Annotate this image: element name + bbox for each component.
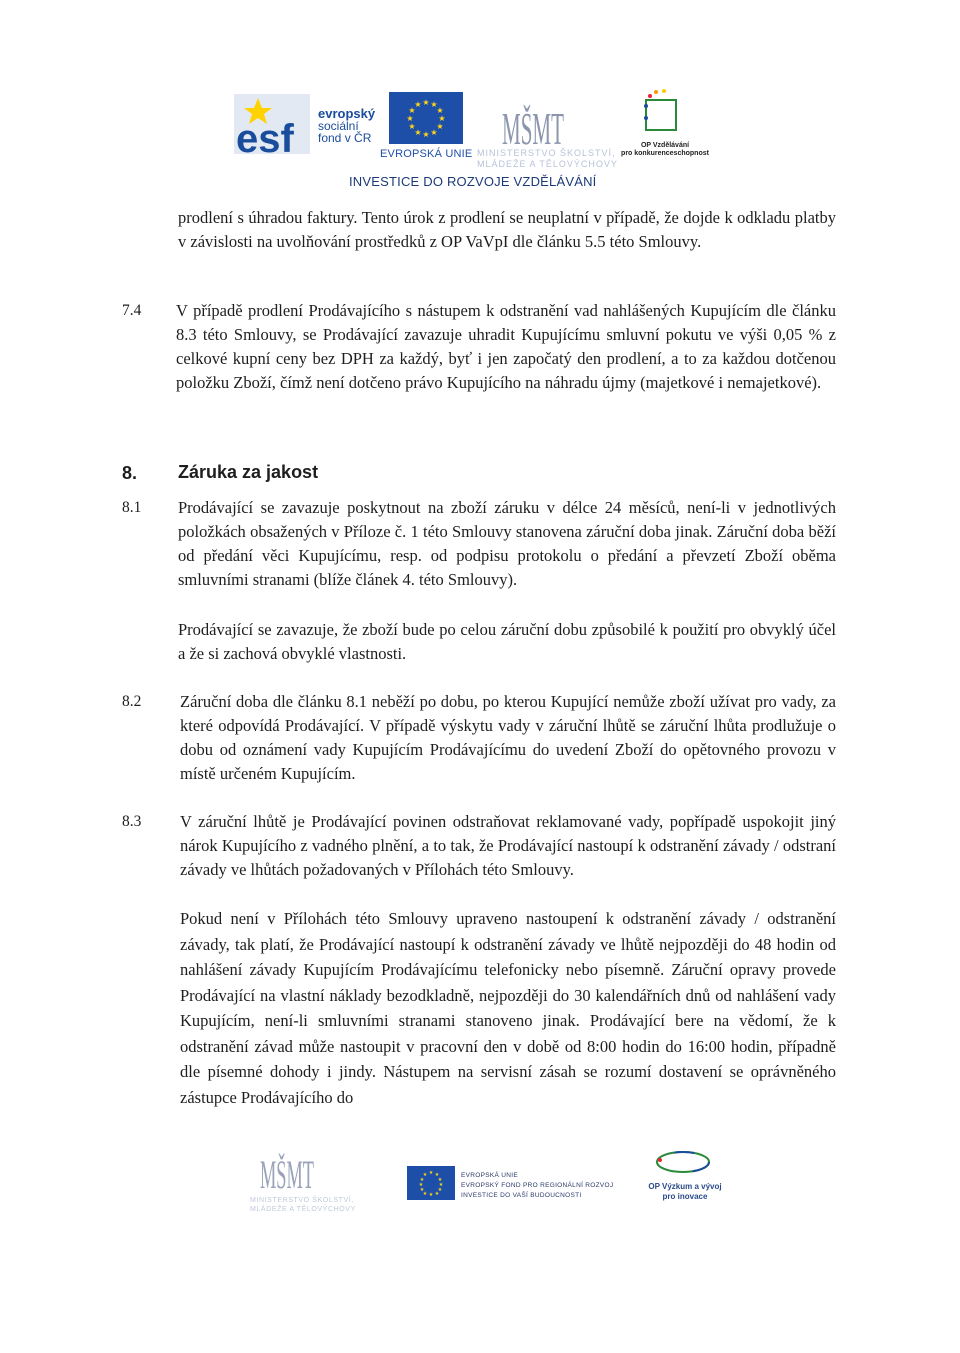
footer-msmt-logo (258, 1140, 316, 1195)
op-line-1: OP Vzdělávání (640, 142, 690, 149)
esf-caption (318, 108, 375, 144)
footer-op-line-1: OP Výzkum a vývoj (648, 1182, 722, 1191)
svg-text:★: ★ (437, 1177, 443, 1183)
svg-text:★: ★ (408, 122, 416, 131)
svg-text:★: ★ (418, 1182, 424, 1188)
paragraph-continuation: prodlení s úhradou faktury. Tento úrok z prodlení se neuplatní v případě, že dojde k odkladu platby v závislosti na uvolňování prostředků z OP VaVpI dle článku 5.5 této Smlouvy. (178, 208, 836, 251)
eu-flag-icon (389, 92, 463, 144)
footer-op-research-caption (640, 1182, 730, 1202)
msmt-letters: MŠMT (502, 103, 564, 150)
footer-eu-caption (461, 1171, 613, 1201)
paragraph-8-2: Záruční doba dle článku 8.1 neběží po dobu, po kterou Kupující nemůže zboží užívat pro vady, za které odpovídá Prodávající. V případě výskytu vady v záruční lhůtě se záruční lhůta prodlužuje o dobu od oznámení vady Kupujícím Prodávajícímu do uvedení Zboží do opětovného provozu v místě určeném Kupujícím. (180, 692, 836, 783)
svg-text:★: ★ (434, 1172, 440, 1178)
svg-text:★: ★ (437, 1187, 443, 1193)
op-education-icon (634, 88, 686, 136)
svg-text:★: ★ (438, 114, 446, 123)
footer-ministry-caption: MINISTERSTVO ŠKOLSTVÍ, MLÁDEŽE A TĚLOVÝCHOVY (250, 1197, 356, 1213)
esf-logo (232, 90, 312, 156)
esf-letters: esf (236, 117, 294, 156)
paragraph-7-4: V případě prodlení Prodávajícího s nástupem k odstranění vad nahlášených Kupujícím dle článku 8.3 této Smlouvy, se Prodávající zavazuje uhradit Kupujícímu smluvní pokutu ve výši 0,05 % z celkové kupní ceny bez DPH za každý, byť i jen započatý den prodlení, a to za každou dotčenou položku Zboží, čímž není dotčeno právo Kupujícího na náhradu újmy (majetkové i nemajetkové). (176, 301, 836, 392)
svg-text:★: ★ (430, 100, 438, 109)
svg-text:★: ★ (436, 106, 444, 115)
esf-line-1: evropský (318, 106, 376, 121)
header-tagline: INVESTICE DO ROZVOJE VZDĚLÁVÁNÍ (349, 174, 597, 189)
footer-op-research-icon (650, 1148, 716, 1176)
op-education-caption (615, 142, 715, 158)
footer-op-line-2: pro inovace (662, 1192, 708, 1201)
section-number-8-3: 8.3 (122, 813, 142, 830)
section-number-7-4: 7.4 (122, 302, 142, 319)
paragraph-8-1-b: Prodávající se zavazuje, že zboží bude po celou záruční dobu způsobilé k použití pro obvyklý účel a že si zachová obvyklé vlastnosti. (178, 620, 836, 663)
paragraph-8-3-b: Pokud není v Přílohách této Smlouvy upraveno nastoupení k odstranění závady / odstranění závady, tak platí, že Prodávající nastoupí k odstranění závady ve lhůtě nejpozději do 48 hodin od nahlášení závady Kupujícím Prodávajícímu telefonicky nebo písemně. Záruční opravy provede Prodávající na vlastní náklady bezodkladně, nejpozději do 30 kalendářních dnů od nahlášení vady Kupujícím, není-li smluvními stranami stanoveno jinak. Prodávající bere na vědomí, že k odstranění závad může nastoupit v pracovní den v době od 8:00 hodin do 16:00 hodin, případně dle písemné dohody i jindy. Nástupem na servisní zásah se rozumí dostavení se oprávněného zástupce Prodávajícího do (180, 909, 836, 1107)
svg-text:★: ★ (428, 1170, 434, 1176)
svg-text:★: ★ (428, 1192, 434, 1198)
svg-text:★: ★ (419, 1187, 425, 1193)
svg-text:★: ★ (406, 114, 414, 123)
footer-eu-line-1: EVROPSKÁ UNIE (461, 1172, 518, 1179)
svg-text:★: ★ (422, 1172, 428, 1178)
svg-text:★: ★ (434, 1191, 440, 1197)
section-number-8: 8. (122, 463, 138, 483)
svg-text:★: ★ (430, 128, 438, 137)
msmt-logo (500, 88, 566, 150)
svg-text:★: ★ (422, 130, 430, 139)
paragraph-8-3: V záruční lhůtě je Prodávající povinen odstraňovat reklamované vady, popřípadě uspokojit jiný nárok Kupujícího z vadného plnění, a to tak, že Prodávající nastoupí k odstranění závady / odstraní závady ve lhůtách požadovaných v Přílohách této Smlouvy. (180, 812, 836, 879)
paragraph-8-1: Prodávající se zavazuje poskytnout na zboží záruku v délce 24 měsíců, není-li v jednotlivých položkách obsažených v Příloze č. 1 této Smlouvy stanovena záruční doba jinak. Záruční doba běží od předání věci Kupujícímu, resp. od podpisu protokolu o předání a převzetí Zboží oběma smluvními stranami (blíže článek 4. této Smlouvy). (178, 498, 836, 589)
eu-caption: EVROPSKÁ UNIE (380, 148, 473, 160)
section-heading-8: Záruka za jakost (178, 462, 319, 482)
footer-eu-flag-icon (407, 1166, 455, 1200)
esf-line-3: fond v ČR (318, 131, 372, 145)
op-line-2: pro konkurenceschopnost (621, 150, 709, 157)
svg-text:★: ★ (408, 106, 416, 115)
section-number-8-2: 8.2 (122, 693, 142, 710)
svg-text:★: ★ (422, 1191, 428, 1197)
svg-text:★: ★ (419, 1177, 425, 1183)
footer-eu-line-2: EVROPSKÝ FOND PRO REGIONÁLNÍ ROZVOJ (461, 1182, 614, 1189)
svg-text:★: ★ (414, 100, 422, 109)
footer-msmt-letters: MŠMT (260, 1152, 314, 1195)
svg-text:★: ★ (438, 1182, 444, 1188)
svg-text:★: ★ (414, 128, 422, 137)
ministry-caption: MINISTERSTVO ŠKOLSTVÍ, MLÁDEŽE A TĚLOVÝCHOVY (477, 148, 618, 169)
svg-text:★: ★ (422, 98, 430, 107)
footer-eu-line-3: INVESTICE DO VAŠÍ BUDOUCNOSTI (461, 1192, 582, 1199)
esf-line-2: sociální (318, 119, 359, 133)
svg-text:★: ★ (436, 122, 444, 131)
section-number-8-1: 8.1 (122, 499, 142, 516)
